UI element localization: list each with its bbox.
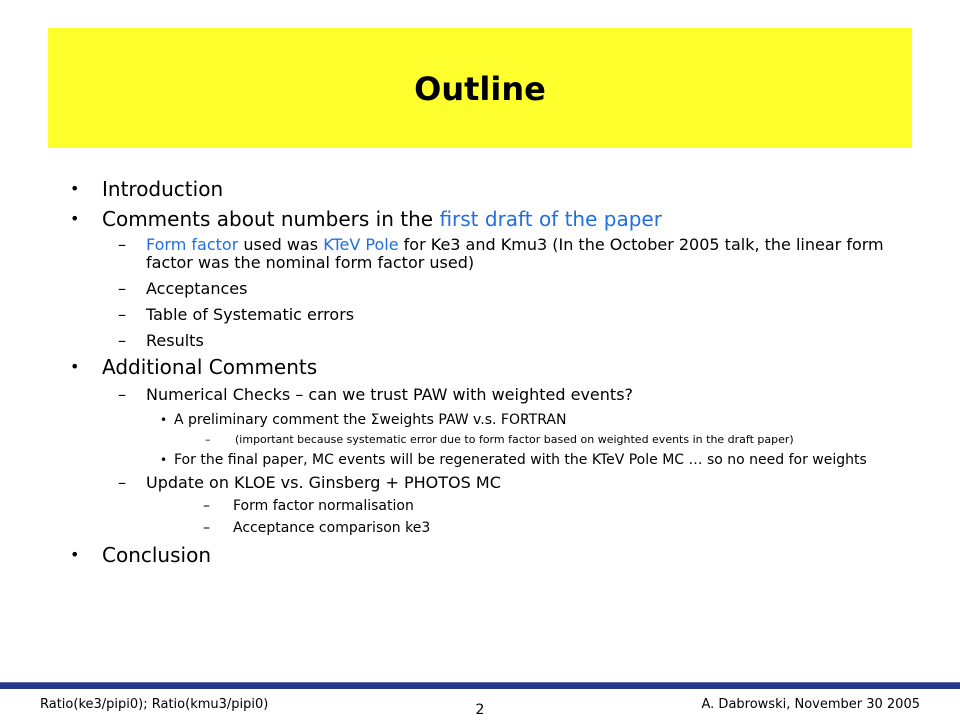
bullet-dot: • [70, 179, 80, 198]
footer-right-text: A. Dabrowski, November 30 2005 [701, 697, 920, 712]
sub-sub-bullet-ff-normalisation: – Form factor normalisation [203, 498, 414, 514]
sub-sub-bullet-final-paper: • For the final paper, MC events will be regenerated with the KTeV Pole MC … so no need for weights [160, 452, 867, 468]
bullet-dash: – [118, 279, 126, 298]
bullet-dash: – [118, 331, 126, 350]
footer-left-text: Ratio(ke3/pipi0); Ratio(kmu3/pipi0) [40, 697, 269, 712]
sub-bullet-acceptances: – Acceptances [118, 279, 248, 298]
sub-bullet-numerical-checks: – Numerical Checks – can we trust PAW with weighted events? [118, 385, 634, 404]
sub-bullet-table-systematics: – Table of Systematic errors [118, 305, 355, 324]
bullet-dash: – [118, 385, 126, 404]
sub-sub-bullet-acceptance-comparison: – Acceptance comparison ke3 [203, 520, 431, 536]
sub-sub-sub-bullet-important: – (important because systematic error due to form factor based on weighted events in the draft paper) [205, 433, 794, 446]
ktev-pole-highlight: KTeV Pole [323, 235, 399, 254]
bullet-dash: – [118, 235, 126, 254]
footer-divider [0, 682, 960, 689]
bullet-dash: – [203, 520, 210, 536]
bullet-dash: – [118, 305, 126, 324]
page-number: 2 [475, 702, 485, 718]
form-factor-highlight: Form factor [146, 235, 239, 254]
sub-bullet-results: – Results [118, 331, 204, 350]
bullet-dot: • [160, 413, 168, 427]
bullet-additional-comments: • Additional Comments [70, 355, 318, 379]
bullet-comments: • Comments about numbers in the first draft of the paper [70, 207, 662, 231]
sub-sub-bullet-preliminary: • A preliminary comment the Σweights PAW v.s. FORTRAN [160, 412, 567, 428]
bullet-dot: • [70, 545, 80, 564]
bullet-dot: • [70, 357, 80, 376]
bullet-dash: – [118, 473, 126, 492]
bullet-conclusion: • Conclusion [70, 543, 211, 567]
outline-list [60, 174, 910, 568]
bullet-dash: – [203, 498, 210, 514]
bullet-dot: • [160, 453, 168, 467]
bullet-introduction: • Introduction [70, 177, 224, 201]
bullet-dot: • [70, 209, 80, 228]
bullet-dash: – [205, 433, 211, 446]
slide-title: Outline [414, 70, 546, 108]
first-draft-highlight: first draft of the paper [439, 207, 662, 231]
sub-bullet-form-factor: – Form factor used was KTeV Pole for Ke3 and Kmu3 (In the October 2005 talk, the linear form factor was the nominal form factor used) [118, 235, 884, 272]
sub-bullet-update-kloe: – Update on KLOE vs. Ginsberg + PHOTOS MC [118, 473, 501, 492]
